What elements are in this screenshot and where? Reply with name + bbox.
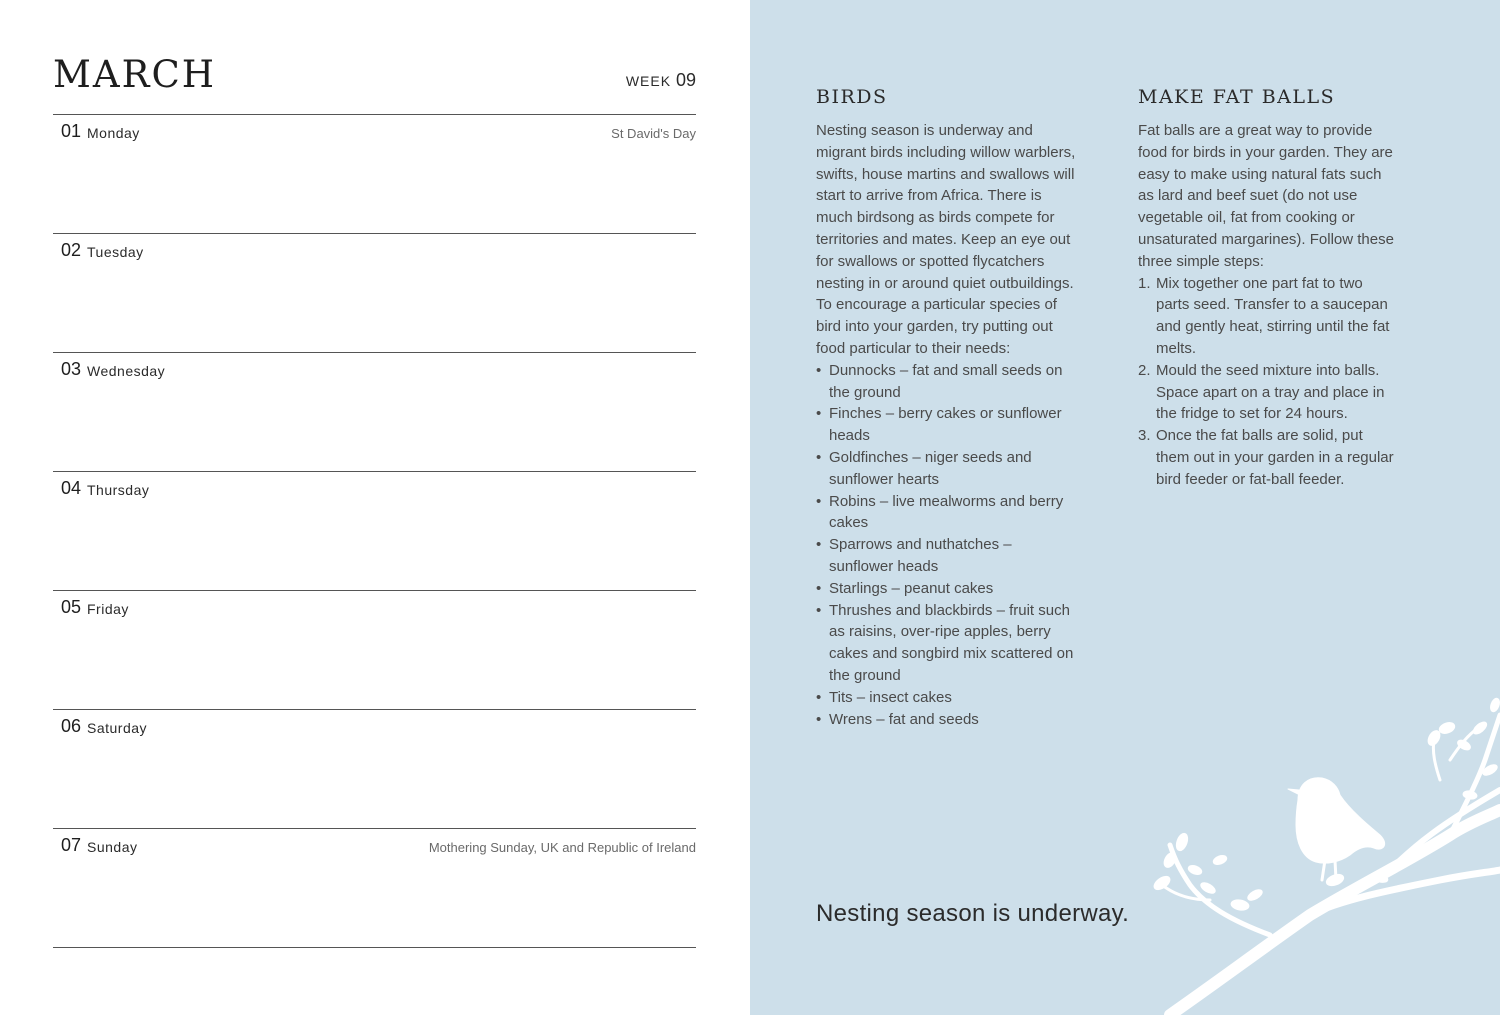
day-number: 06 (61, 716, 82, 736)
day-row[interactable] (53, 709, 696, 828)
diary-right-page (750, 0, 1500, 1015)
step-item: 1. Mix together one part fat to two parts seed. Transfer to a saucepan and gently heat, stirring until the fat melts. (1138, 274, 1390, 357)
bird-food-list (816, 360, 1078, 731)
day-number: 05 (61, 597, 82, 617)
fat-balls-heading: MAKE FAT BALLS (1138, 86, 1336, 108)
day-name: Tuesday (87, 244, 144, 260)
day-name: Friday (87, 601, 129, 617)
day-name: Sunday (87, 839, 138, 855)
list-item: • Finches – berry cakes or sunflower heads (816, 403, 1078, 447)
list-item: • Sparrows and nuthatches – sunflower heads (816, 534, 1078, 578)
step-text: Mix together one part fat to two parts seed. Transfer to a saucepan and gently heat, stirring until the fat melts. (1156, 274, 1390, 357)
week-number: 09 (675, 70, 696, 90)
list-item: • Starlings – peanut cakes (816, 578, 1078, 600)
birds-heading: BIRDS (816, 86, 888, 108)
fat-balls-section (1138, 84, 1400, 491)
day-list (53, 114, 696, 948)
month-title: MARCH (53, 53, 217, 96)
day-name: Thursday (87, 482, 150, 498)
list-item: • Goldfinches – niger seeds and sunflower hearts (816, 447, 1078, 491)
day-row[interactable] (53, 114, 696, 233)
day-name: Wednesday (87, 363, 166, 379)
step-text: Once the fat balls are solid, put them out in your garden in a regular bird feeder or fat-ball feeder. (1156, 427, 1394, 488)
list-item: • Dunnocks – fat and small seeds on the ground (816, 360, 1078, 404)
fat-balls-intro: Fat balls are a great way to provide food for birds in your garden. They are easy to make using natural fats such as lard and beef suet (do not use vegetable oil, fat from cooking or unsaturated margarines). Follow these three simple steps: (1138, 122, 1394, 270)
day-number: 07 (61, 835, 82, 855)
day-note: Mothering Sunday, UK and Republic of Ireland (428, 840, 696, 855)
birds-section (816, 84, 1078, 730)
day-row[interactable] (53, 828, 696, 948)
week-label (626, 70, 696, 91)
week-prefix: WEEK (625, 73, 672, 89)
list-item: • Robins – live mealworms and berry cakes (816, 491, 1078, 535)
list-item: • Tits – insect cakes (816, 687, 1078, 709)
day-number: 03 (61, 359, 82, 379)
day-row[interactable] (53, 352, 696, 471)
day-number: 02 (61, 240, 82, 260)
step-item: 2. Mould the seed mixture into balls. Space apart on a tray and place in the fridge to set for 24 hours. (1138, 361, 1385, 423)
day-name: Saturday (87, 720, 148, 736)
step-item: 3. Once the fat balls are solid, put them out in your garden in a regular bird feeder or fat-ball feeder. (1138, 427, 1394, 488)
day-row[interactable] (53, 233, 696, 352)
step-text: Mould the seed mixture into balls. Space apart on a tray and place in the fridge to set for 24 hours. (1156, 361, 1385, 423)
birds-intro: Nesting season is underway and migrant birds including willow warblers, swifts, house martins and swallows will start to arrive from Africa. There is much birdsong as birds compete for territories and mates. Keep an eye out for swallows or spotted flycatchers nesting in or around quiet outbuildings. To encourage a particular species of bird into your garden, try putting out food particular to their needs: (816, 122, 1076, 357)
tagline: Nesting season is underway. (816, 900, 1130, 927)
day-name: Monday (87, 125, 140, 141)
day-row[interactable] (53, 471, 696, 590)
day-number: 01 (61, 121, 82, 141)
day-note: St David's Day (611, 126, 696, 141)
day-row[interactable] (53, 590, 696, 709)
list-item: • Wrens – fat and seeds (816, 709, 1078, 731)
list-item: • Thrushes and blackbirds – fruit such as raisins, over-ripe apples, berry cakes and songbird mix scattered on the ground (816, 600, 1078, 687)
fat-balls-steps (1138, 273, 1400, 491)
day-number: 04 (61, 478, 82, 498)
